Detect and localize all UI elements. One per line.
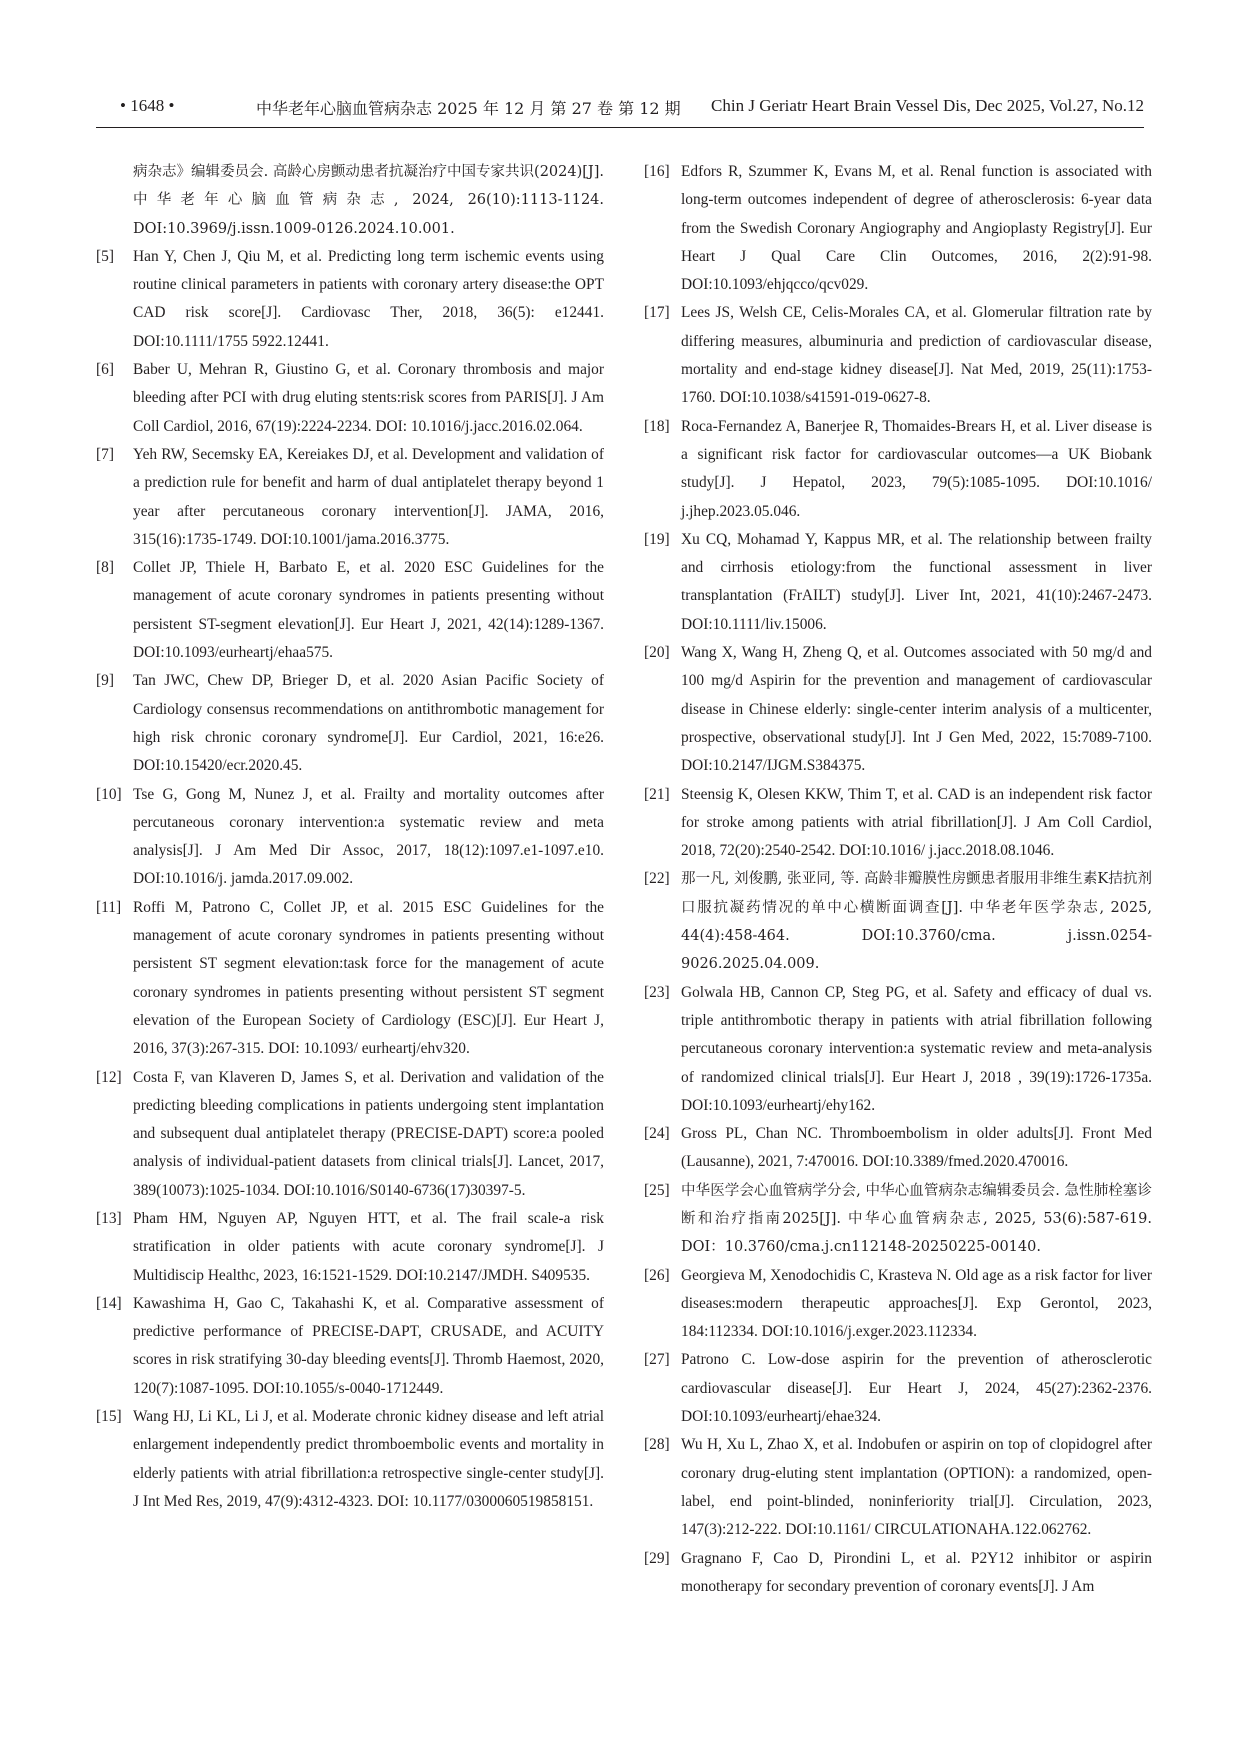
page-header	[96, 96, 1144, 126]
reference-number: [8]	[96, 559, 114, 577]
reference-text: Gragnano F, Cao D, Pirondini L, et al. P2Y12 inhibitor or aspirin monotherapy for secondary prevention of coronary events[J]. J Am	[681, 1549, 1152, 1595]
reference-text: Wu H, Xu L, Zhao X, et al. Indobufen or aspirin on top of clopidogrel after coronary drug-eluting stent implantation (OPTION): a randomized, open-label, end point-blinded, noninferiority trial[J]. Circulation, 2023, 147(3):212-222. DOI:10.1161/ CIRCULATIONAHA.122.062762.	[681, 1436, 1152, 1539]
reference-item	[96, 894, 604, 1064]
reference-item	[96, 158, 604, 243]
reference-number: [5]	[96, 247, 114, 265]
reference-text: Steensig K, Olesen KKW, Thim T, et al. CAD is an independent risk factor for stroke among patients with atrial fibrillation[J]. J Am Coll Cardiol, 2018, 72(20):2540-2542. DOI:10.1016/ j.jacc.2018.08.1046.	[681, 785, 1152, 860]
reference-item	[96, 1064, 604, 1205]
reference-item	[644, 299, 1152, 412]
reference-text: Georgieva M, Xenodochidis C, Krasteva N. Old age as a risk factor for liver diseases:modern therapeutic approaches[J]. Exp Gerontol, 2023, 184:112334. DOI:10.1016/j.exger.2023.112334.	[681, 1266, 1152, 1341]
reference-number: [14]	[96, 1294, 122, 1312]
reference-number: [15]	[96, 1408, 122, 1426]
reference-item	[644, 526, 1152, 639]
reference-item	[644, 1177, 1152, 1262]
reference-item	[644, 1120, 1152, 1177]
journal-title-en: Chin J Geriatr Heart Brain Vessel Dis, Dec 2025, Vol.27, No.12	[711, 96, 1144, 115]
reference-item	[644, 1431, 1152, 1544]
reference-number: [27]	[644, 1351, 670, 1369]
reference-text: 病杂志》编辑委员会. 高龄心房颤动患者抗凝治疗中国专家共识(2024)[J]. 中华老年心脑血管病杂志, 2024, 26(10):1113-1124. DOI:10.3969/j.issn.1009-0126.2024.10.001.	[133, 164, 604, 237]
reference-text: Roca-Fernandez A, Banerjee R, Thomaides-Brears H, et al. Liver disease is a significant risk factor for cardiovascular outcomes—a UK Biobank study[J]. J Hepatol, 2023, 79(5):1085-1095. DOI:10.1016/ j.jhep.2023.05.046.	[681, 417, 1152, 520]
reference-number: [13]	[96, 1209, 122, 1227]
reference-text: Yeh RW, Secemsky EA, Kereiakes DJ, et al. Development and validation of a prediction rule for benefit and harm of dual antiplatelet therapy beyond 1 year after percutaneous coronary intervention[J]. JAMA, 2016, 315(16):1735-1749. DOI:10.1001/jama.2016.3775.	[133, 445, 604, 548]
reference-number: [17]	[644, 304, 670, 322]
reference-text: Baber U, Mehran R, Giustino G, et al. Coronary thrombosis and major bleeding after PCI with drug eluting stents:risk scores from PARIS[J]. J Am Coll Cardiol, 2016, 67(19):2224-2234. DOI: 10.1016/j.jacc.2016.02.064.	[133, 361, 604, 435]
reference-item	[644, 865, 1152, 978]
reference-text: Roffi M, Patrono C, Collet JP, et al. 2015 ESC Guidelines for the management of acute coronary syndromes in patients presenting without persistent ST segment elevation:task force for the management of acute coronary syndromes in patients presenting without persistent ST segment elevation of the European Society of Cardiology (ESC)[J]. Eur Heart J, 2016, 37(3):267-315. DOI: 10.1093/ eurheartj/ehv320.	[133, 898, 604, 1058]
reference-number: [7]	[96, 445, 114, 463]
reference-number: [18]	[644, 417, 670, 435]
reference-item	[644, 1545, 1152, 1602]
reference-column-right	[644, 158, 1152, 1601]
reference-number: [21]	[644, 785, 670, 803]
reference-text: Pham HM, Nguyen AP, Nguyen HTT, et al. The frail scale-a risk stratification in older patients with acute coronary syndrome[J]. J Multidiscip Healthc, 2023, 16:1521-1529. DOI:10.2147/JMDH. S409535.	[133, 1209, 604, 1284]
reference-text: Tse G, Gong M, Nunez J, et al. Frailty and mortality outcomes after percutaneous coronary intervention:a systematic review and meta analysis[J]. J Am Med Dir Assoc, 2017, 18(12):1097.e1-1097.e10. DOI:10.1016/j. jamda.2017.09.002.	[133, 785, 604, 888]
reference-item	[96, 243, 604, 356]
reference-text: Tan JWC, Chew DP, Brieger D, et al. 2020 Asian Pacific Society of Cardiology consensus recommendations on antithrombotic management for high risk chronic coronary syndrome[J]. Eur Cardiol, 2021, 16:e26. DOI:10.15420/ecr.2020.45.	[133, 672, 604, 775]
reference-item	[96, 1403, 604, 1516]
reference-item	[96, 667, 604, 780]
reference-number: [19]	[644, 530, 670, 548]
reference-number: [28]	[644, 1436, 670, 1454]
reference-item	[644, 979, 1152, 1120]
reference-text: Lees JS, Welsh CE, Celis-Morales CA, et al. Glomerular filtration rate by differing measures, albuminuria and prediction of cardiovascular disease, mortality and end-stage kidney disease[J]. Nat Med, 2019, 25(11):1753-1760. DOI:10.1038/s41591-019-0627-8.	[681, 304, 1152, 407]
reference-number: [22]	[644, 870, 670, 888]
reference-text: Collet JP, Thiele H, Barbato E, et al. 2020 ESC Guidelines for the management of acute coronary syndromes in patients presenting without persistent ST-segment elevation[J]. Eur Heart J, 2021, 42(14):1289-1367. DOI:10.1093/eurheartj/ehaa575.	[133, 559, 604, 662]
reference-number: [10]	[96, 785, 122, 803]
reference-text: Wang HJ, Li KL, Li J, et al. Moderate chronic kidney disease and left atrial enlargement independently predict thromboembolic events and mortality in elderly patients with atrial fibrillation:a retrospective single-center study[J]. J Int Med Res, 2019, 47(9):4312-4323. DOI: 10.1177/0300060519858151.	[133, 1408, 604, 1510]
reference-number: [12]	[96, 1068, 122, 1086]
reference-text: Gross PL, Chan NC. Thromboembolism in older adults[J]. Front Med (Lausanne), 2021, 7:470016. DOI:10.3389/fmed.2020.470016.	[681, 1125, 1152, 1171]
reference-item	[644, 158, 1152, 299]
reference-number: [23]	[644, 983, 670, 1001]
reference-number: [6]	[96, 361, 114, 379]
reference-text: Golwala HB, Cannon CP, Steg PG, et al. Safety and efficacy of dual vs. triple antithrombotic therapy in patients with atrial fibrillation following percutaneous coronary intervention:a systematic review and meta-analysis of randomized clinical trials[J]. Eur Heart J, 2018 , 39(19):1726-1735a. DOI:10.1093/eurheartj/ehy162.	[681, 983, 1152, 1114]
reference-item	[644, 639, 1152, 780]
reference-item	[96, 781, 604, 894]
reference-text: Xu CQ, Mohamad Y, Kappus MR, et al. The relationship between frailty and cirrhosis etiology:from the functional assessment in liver transplantation (FrAILT) study[J]. Liver Int, 2021, 41(10):2467-2473. DOI:10.1111/liv.15006.	[681, 530, 1152, 633]
reference-item	[96, 441, 604, 554]
reference-text: 那一凡, 刘俊鹏, 张亚同, 等. 高龄非瓣膜性房颤患者服用非维生素K拮抗剂口服抗凝药情况的单中心横断面调查[J]. 中华老年医学杂志, 2025, 44(4):458-464. DOI:10.3760/cma. j.issn.0254-9026.2025.04.009.	[681, 871, 1152, 973]
reference-text: Patrono C. Low-dose aspirin for the prevention of atherosclerotic cardiovascular disease[J]. Eur Heart J, 2024, 45(27):2362-2376. DOI:10.1093/eurheartj/ehae324.	[681, 1351, 1152, 1426]
reference-text: Costa F, van Klaveren D, James S, et al. Derivation and validation of the predicting bleeding complications in patients undergoing stent implantation and subsequent dual antiplatelet therapy (PRECISE-DAPT) score:a pooled analysis of individual-patient datasets from clinical trials[J]. Lancet, 2017, 389(10073):1025-1034. DOI:10.1016/S0140-6736(17)30397-5.	[133, 1068, 604, 1199]
reference-text: Edfors R, Szummer K, Evans M, et al. Renal function is associated with long-term outcomes independent of degree of atherosclerosis: 6-year data from the Swedish Coronary Angiography and Angioplasty Registry[J]. Eur Heart J Qual Care Clin Outcomes, 2016, 2(2):91-98. DOI:10.1093/ehjqcco/qcv029.	[681, 163, 1152, 294]
reference-number: [11]	[96, 898, 122, 916]
reference-text: Wang X, Wang H, Zheng Q, et al. Outcomes associated with 50 mg/d and 100 mg/d Aspirin for the prevention and management of cardiovascular disease in Chinese elderly: single-center interim analysis of a multicenter, prospective, observational study[J]. Int J Gen Med, 2022, 15:7089-7100. DOI:10.2147/IJGM.S384375.	[681, 644, 1152, 775]
reference-text: 中华医学会心血管病学分会, 中华心血管病杂志编辑委员会. 急性肺栓塞诊断和治疗指南2025[J]. 中华心血管病杂志, 2025, 53(6):587-619. DOI：10.3760/cma.j.cn112148-20250225-00140.	[681, 1182, 1152, 1256]
reference-item	[644, 781, 1152, 866]
reference-item	[96, 1290, 604, 1403]
reference-number: [9]	[96, 672, 114, 690]
reference-item	[644, 413, 1152, 526]
reference-item	[644, 1346, 1152, 1431]
reference-number: [29]	[644, 1549, 670, 1567]
journal-title-cn: 中华老年心脑血管病杂志 2025 年 12 月 第 27 卷 第 12 期	[256, 99, 681, 118]
reference-item	[96, 1205, 604, 1290]
reference-column-left	[96, 158, 604, 1516]
reference-number: [25]	[644, 1181, 670, 1199]
header-rule	[96, 127, 1144, 128]
reference-item	[96, 356, 604, 441]
reference-item	[644, 1262, 1152, 1347]
reference-number: [26]	[644, 1266, 670, 1284]
reference-item	[96, 554, 604, 667]
reference-text: Han Y, Chen J, Qiu M, et al. Predicting long term ischemic events using routine clinical parameters in patients with coronary artery disease:the OPT CAD risk score[J]. Cardiovasc Ther, 2018, 36(5): e12441. DOI:10.1111/1755 5922.12441.	[133, 247, 604, 350]
reference-number: [24]	[644, 1125, 670, 1143]
reference-number: [16]	[644, 163, 670, 180]
reference-number: [20]	[644, 644, 670, 662]
page-number: • 1648 •	[120, 96, 175, 115]
reference-text: Kawashima H, Gao C, Takahashi K, et al. Comparative assessment of predictive performance of PRECISE-DAPT, CRUSADE, and ACUITY scores in risk stratifying 30-day bleeding events[J]. Thromb Haemost, 2020, 120(7):1087-1095. DOI:10.1055/s-0040-1712449.	[133, 1294, 604, 1397]
